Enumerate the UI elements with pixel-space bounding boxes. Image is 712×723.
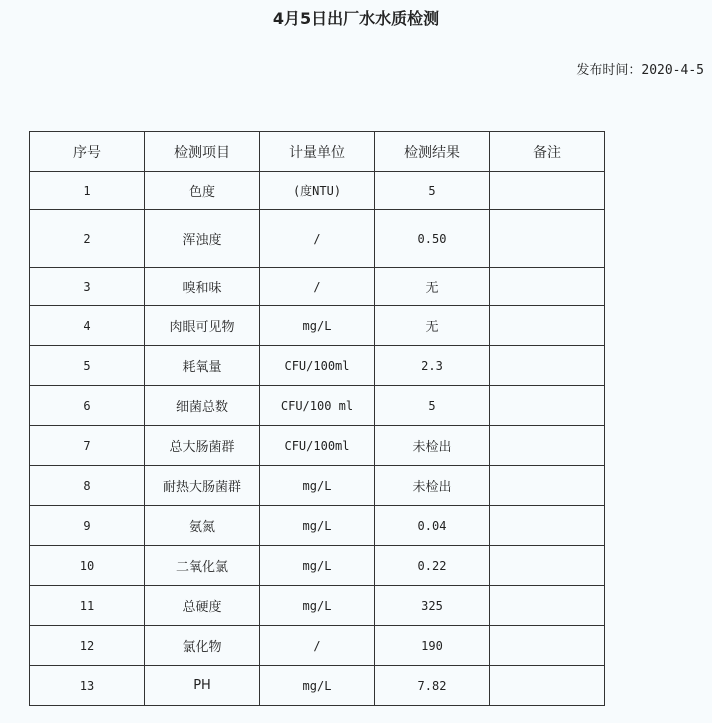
header-note: 备注 — [490, 132, 605, 172]
table-row — [30, 386, 605, 426]
cell-no: 4 — [30, 306, 145, 346]
cell-no: 1 — [30, 172, 145, 210]
cell-result: 未检出 — [375, 426, 490, 466]
cell-note — [490, 346, 605, 386]
water-quality-table — [29, 131, 605, 706]
cell-unit: mg/L — [260, 306, 375, 346]
cell-item: 嗅和味 — [145, 268, 260, 306]
cell-result: 无 — [375, 306, 490, 346]
cell-no: 11 — [30, 586, 145, 626]
header-result: 检测结果 — [375, 132, 490, 172]
cell-item: 耗氧量 — [145, 346, 260, 386]
table-row — [30, 626, 605, 666]
cell-item: 细菌总数 — [145, 386, 260, 426]
cell-no: 3 — [30, 268, 145, 306]
cell-no: 13 — [30, 666, 145, 706]
cell-unit: mg/L — [260, 546, 375, 586]
cell-item: 总大肠菌群 — [145, 426, 260, 466]
cell-item: PH — [145, 666, 260, 706]
cell-unit: CFU/100ml — [260, 346, 375, 386]
cell-result: 0.50 — [375, 210, 490, 268]
cell-result: 无 — [375, 268, 490, 306]
cell-note — [490, 546, 605, 586]
cell-unit: mg/L — [260, 666, 375, 706]
publish-time: 发布时间：2020-4-5 — [576, 63, 704, 78]
cell-result: 0.22 — [375, 546, 490, 586]
table-header-row — [30, 132, 605, 172]
header-no: 序号 — [30, 132, 145, 172]
cell-no: 7 — [30, 426, 145, 466]
cell-unit: mg/L — [260, 466, 375, 506]
table-row — [30, 546, 605, 586]
cell-no: 9 — [30, 506, 145, 546]
cell-item: 色度 — [145, 172, 260, 210]
cell-note — [490, 172, 605, 210]
cell-result: 5 — [375, 172, 490, 210]
cell-unit: mg/L — [260, 506, 375, 546]
cell-note — [490, 666, 605, 706]
cell-result: 7.82 — [375, 666, 490, 706]
cell-result: 325 — [375, 586, 490, 626]
header-unit: 计量单位 — [260, 132, 375, 172]
cell-note — [490, 466, 605, 506]
table-row — [30, 268, 605, 306]
cell-unit: / — [260, 210, 375, 268]
table-row — [30, 306, 605, 346]
cell-unit: CFU/100 ml — [260, 386, 375, 426]
cell-unit: / — [260, 268, 375, 306]
cell-note — [490, 268, 605, 306]
cell-note — [490, 210, 605, 268]
cell-note — [490, 586, 605, 626]
cell-unit: CFU/100ml — [260, 426, 375, 466]
cell-no: 12 — [30, 626, 145, 666]
cell-item: 二氧化氯 — [145, 546, 260, 586]
cell-note — [490, 386, 605, 426]
table-row — [30, 172, 605, 210]
cell-item: 浑浊度 — [145, 210, 260, 268]
cell-no: 8 — [30, 466, 145, 506]
cell-unit: mg/L — [260, 586, 375, 626]
table-row — [30, 346, 605, 386]
table-row — [30, 666, 605, 706]
cell-unit: / — [260, 626, 375, 666]
cell-item: 耐热大肠菌群 — [145, 466, 260, 506]
cell-result: 2.3 — [375, 346, 490, 386]
table-row — [30, 586, 605, 626]
table-row — [30, 426, 605, 466]
cell-unit: (度NTU) — [260, 172, 375, 210]
table-row — [30, 466, 605, 506]
table-row — [30, 210, 605, 268]
cell-note — [490, 306, 605, 346]
header-item: 检测项目 — [145, 132, 260, 172]
cell-result: 190 — [375, 626, 490, 666]
page-title: 4月5日出厂水水质检测 — [272, 9, 440, 28]
cell-no: 2 — [30, 210, 145, 268]
cell-result: 未检出 — [375, 466, 490, 506]
cell-result: 5 — [375, 386, 490, 426]
cell-item: 肉眼可见物 — [145, 306, 260, 346]
cell-item: 氨氮 — [145, 506, 260, 546]
cell-item: 氯化物 — [145, 626, 260, 666]
cell-note — [490, 626, 605, 666]
cell-note — [490, 426, 605, 466]
cell-no: 5 — [30, 346, 145, 386]
cell-no: 10 — [30, 546, 145, 586]
table-row — [30, 506, 605, 546]
cell-item: 总硬度 — [145, 586, 260, 626]
cell-note — [490, 506, 605, 546]
cell-no: 6 — [30, 386, 145, 426]
cell-result: 0.04 — [375, 506, 490, 546]
